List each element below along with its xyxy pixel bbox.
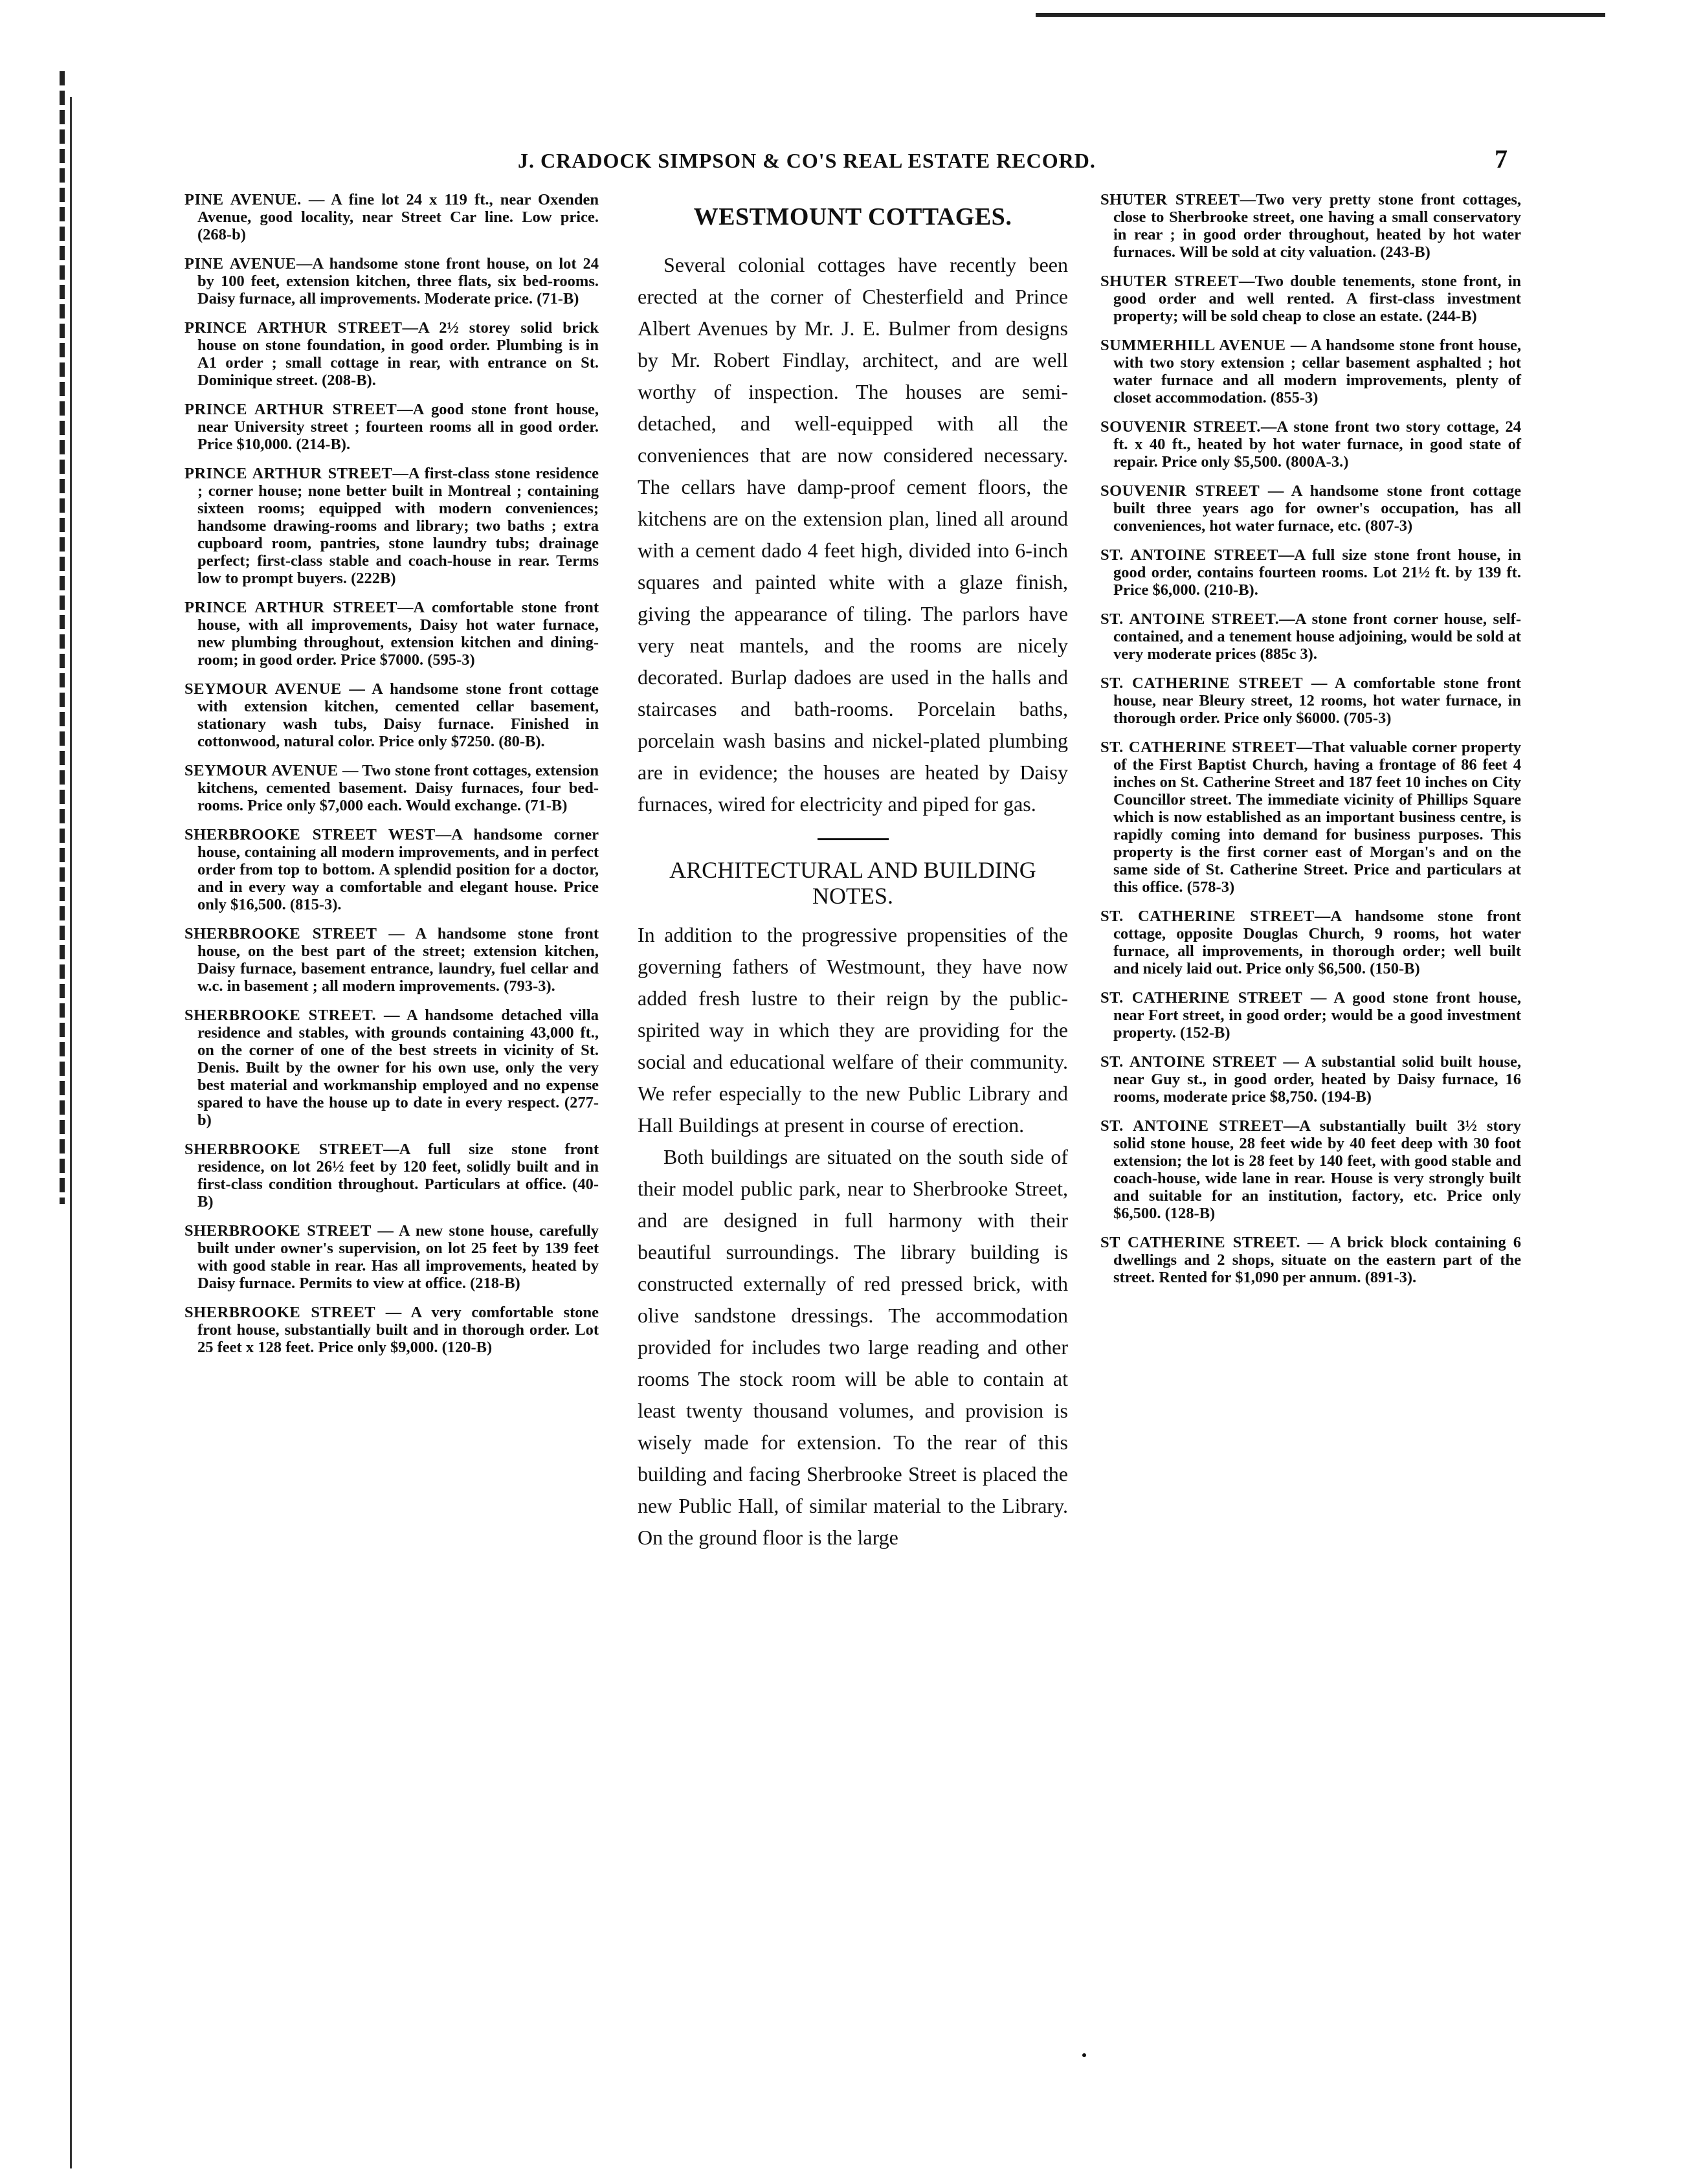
- listing-entry: [1100, 273, 1521, 325]
- listing-street: SHUTER STREET: [1100, 191, 1240, 208]
- listing-text: —A stone front corner house, self-contained, and a tenement house adjoining, would be sold at very moderate prices (885c 3).: [1113, 610, 1521, 663]
- listing-street: SHERBROOKE STREET WEST: [184, 826, 436, 843]
- listing-street: SOUVENIR STREET.: [1100, 418, 1261, 436]
- listing-text: — A good stone front house, near Fort street, in good order; would be a good investment property. (152-B): [1113, 989, 1521, 1042]
- listing-text: —A substantially built 3½ story solid stone house, 28 feet wide by 40 feet deep with 30 foot extension; the lot is 28 feet by 140 feet, with good stable and coach-house, wide lane in rear. House is very strongly built and suitable for an institution, factory, etc. Price only $6,500. (128-B): [1113, 1117, 1521, 1222]
- listing-text: — A very comfortable stone front house, substantially built and in thorough order. Lot 25 feet x 128 feet. Price only $9,000. (120-B): [197, 1304, 599, 1356]
- listing-street: ST. ANTOINE STREET: [1100, 1117, 1284, 1135]
- listing-street: ST CATHERINE STREET.: [1100, 1234, 1301, 1251]
- listing-street: PRINCE ARTHUR STREET: [184, 319, 403, 337]
- listing-text: — A handsome stone front house, on the best part of the street; extension kitchen, Daisy furnace, basement entrance, laundry, fuel cellar and w.c. in basement ; all modern improvements. (793-3).: [197, 925, 599, 995]
- listing-entry: [184, 319, 599, 389]
- listing-text: —A first-class stone residence ; corner house; none better built in Montreal ; containing sixteen rooms; equipped with modern conveniences; handsome drawing-rooms and library; two baths ; extra cupboard room, pantries, stone laundry tubs; drainage perfect; first-class stable and coach-house in rear. Terms low to prompt buyers. (222B): [197, 465, 599, 587]
- article-paragraph: Both buildings are situated on the south side of their model public park, near to Sherbrooke Street, and are designed in full harmony with their beautiful surroundings. The library building is constructed externally of red pressed brick, with olive sandstone dressings. The accommodation provided for includes two large reading and other rooms The stock room will be able to contain at least twenty thousand volumes, and provision is wisely made for extension. To the rear of this building and facing Sherbrooke Street is placed the new Public Hall, of similar material to the Library. On the ground floor is the large: [638, 1145, 1068, 1549]
- listing-entry: [184, 826, 599, 913]
- listing-text: — A substantial solid built house, near Guy st., in good order, heated by Daisy furnace, 16 rooms, moderate price $8,750. (194-B): [1113, 1053, 1521, 1106]
- listing-street: PINE AVENUE: [184, 255, 296, 273]
- listing-text: — A handsome detached villa residence and stables, with grounds containing 43,000 ft., on the corner of one of the best streets in vicinity of St. Denis. Built by the owner for his own use, only the very best material and workmanship employed and no expense spared to have the house up to date in every respect. (277-b): [197, 1007, 599, 1129]
- listing-text: —Two double tenements, stone front, in good order and well rented. A first-class investment property; will be sold cheap to close an estate. (244-B): [1113, 273, 1522, 325]
- listing-street: SHUTER STREET: [1100, 273, 1240, 290]
- listing-entry: [184, 925, 599, 995]
- listing-street: ST. ANTOINE STREET: [1100, 546, 1278, 564]
- listing-text: —A 2½ storey solid brick house on stone foundation, in good order. Plumbing is in A1 order ; small cottage in rear, with entrance on St. Dominique street. (208-B).: [197, 319, 599, 389]
- listing-street: SHERBROOKE STREET: [184, 925, 377, 942]
- listing-entry: [1100, 418, 1521, 471]
- column-middle: [638, 191, 1068, 1554]
- listing-entry: [184, 680, 599, 750]
- page-header: [518, 144, 1515, 175]
- listing-entry: [1100, 739, 1521, 896]
- binding-line: [70, 97, 72, 2168]
- listing-text: — A handsome stone front cottage with extension kitchen, cemented cellar basement, stationary wash tubs, Daisy furnace. Finished in cottonwood, natural color. Price only $7250. (80-B).: [197, 680, 599, 750]
- listing-entry: [1100, 1053, 1521, 1106]
- listing-text: —A handsome stone front house, on lot 24 by 100 feet, extension kitchen, three flats, six bed-rooms. Daisy furnace, all improvements. Moderate price. (71-B): [197, 255, 599, 307]
- listing-entry: [1100, 546, 1521, 599]
- listing-entry: [184, 599, 599, 669]
- listing-entry: [1100, 1234, 1521, 1286]
- listing-entry: [1100, 1117, 1521, 1222]
- listing-street: ST. ANTOINE STREET.: [1100, 610, 1280, 628]
- listing-street: SEYMOUR AVENUE: [184, 680, 342, 698]
- listing-entry: [184, 255, 599, 307]
- listing-entry: [184, 191, 599, 243]
- listing-text: —A good stone front house, near University street ; fourteen rooms all in good order. Price $10,000. (214-B).: [197, 401, 599, 453]
- listing-text: —A stone front two story cottage, 24 ft. x 40 ft., heated by hot water furnace, in good state of repair. Price only $5,500. (800A-3.): [1113, 418, 1521, 471]
- listing-street: SHERBROOKE STREET: [184, 1222, 372, 1240]
- listing-entry: [184, 1007, 599, 1129]
- listing-entry: [1100, 908, 1521, 977]
- listing-entry: [184, 1141, 599, 1210]
- listing-text: —Two very pretty stone front cottages, close to Sherbrooke street, one having a small conservatory in rear ; in good order throughout, heated by hot water furnaces. Will be sold at city valuation. (243-B): [1113, 191, 1521, 261]
- column-right: [1100, 191, 1521, 1298]
- listing-text: — Two stone front cottages, extension kitchens, cemented basement. Daisy furnaces, four bed-rooms. Price only $7,000 each. Would exchange. (71-B): [197, 762, 599, 814]
- listing-text: —A handsome corner house, containing all modern improvements, and in perfect order from top to bottom. A splendid position for a doctor, and in every way a comfortable and elegant house. Price only $16,500. (815-3).: [197, 826, 599, 913]
- listing-street: ST. CATHERINE STREET: [1100, 989, 1303, 1007]
- listing-street: SHERBROOKE STREET: [184, 1141, 384, 1158]
- listing-street: SOUVENIR STREET: [1100, 482, 1260, 500]
- listing-street: ST. CATHERINE STREET: [1100, 908, 1315, 925]
- page-number: 7: [1495, 144, 1508, 173]
- binding-edge: [60, 71, 65, 1204]
- listing-street: PRINCE ARTHUR STREET: [184, 401, 397, 418]
- listing-text: — A comfortable stone front house, near Bleury street, 12 rooms, hot water furnace, in thorough order. Price only $6000. (705-3): [1113, 674, 1522, 727]
- column-left: [184, 191, 599, 1368]
- listing-text: —A comfortable stone front house, with all improvements, Daisy hot water furnace, new plumbing throughout, extension kitchen and dining-room; in good order. Price $7000. (595-3): [197, 599, 599, 669]
- listing-entry: [184, 1222, 599, 1292]
- article-heading-westmount: WESTMOUNT COTTAGES.: [693, 203, 1012, 230]
- listing-entry: [1100, 337, 1521, 407]
- listing-street: SHERBROOKE STREET: [184, 1304, 376, 1321]
- listing-text: —That valuable corner property of the First Baptist Church, having a frontage of 86 feet 4 inches on St. Catherine Street and 187 feet 10 inches on City Councillor street. The immediate vicinity of Phillips Square which is now established as an important business centre, is rapidly coming into demand for business purposes. This property is the first corner east of Morgan's and on the same side of St. Catherine Street. Price and particulars at this office. (578-3): [1113, 739, 1521, 896]
- article-paragraph: Several colonial cottages have recently been erected at the corner of Chesterfield and Prince Albert Avenues by Mr. J. E. Bulmer from designs by Mr. Robert Findlay, architect, and are well worthy of inspection. The houses are semi-detached, and well-equipped with all the conveniences that are now considered necessary. The cellars have damp-proof cement floors, the kitchens are on the extension plan, lined all around with a cement dado 4 feet high, divided into 6-inch squares and painted white with a glaze finish, giving the appearance of tiling. The parlors have very neat mantels, and the rooms are nicely decorated. Burlap dadoes are used in the halls and staircases and bath-rooms. Porcelain baths, porcelain wash basins and nickel-plated plumbing are in evidence; the houses are heated by Daisy furnaces, wired for electricity and piped for gas.: [638, 253, 1068, 816]
- listing-text: — A brick block containing 6 dwellings and 2 shops, situate on the eastern part of the street. Rented for $1,090 per annum. (891-3).: [1113, 1234, 1521, 1286]
- article-paragraph: In addition to the progressive propensities of the governing fathers of Westmount, they have now added fresh lustre to their reign by the public-spirited way in which they are providing for the social and educational welfare of their community. We refer especially to the new Public Library and Hall Buildings at present in course of erection.: [638, 923, 1068, 1137]
- listing-street: ST. CATHERINE STREET: [1100, 739, 1297, 756]
- listing-text: — A fine lot 24 x 119 ft., near Oxenden Avenue, good locality, near Street Car line. Low price. (268-b): [197, 191, 599, 243]
- listing-text: —A full size stone front residence, on lot 26½ feet by 120 feet, solidly built and in first-class condition throughout. Particulars at office. (40-B): [197, 1141, 599, 1210]
- listing-street: ST. CATHERINE STREET: [1100, 674, 1304, 692]
- article-heading-architectural: ARCHITECTURAL AND BUILDING NOTES.: [669, 857, 1036, 909]
- listing-street: SHERBROOKE STREET.: [184, 1007, 377, 1024]
- listing-entry: [184, 401, 599, 453]
- ink-speck: [1082, 2053, 1086, 2057]
- top-rule: [1036, 13, 1605, 17]
- listing-entry: [1100, 482, 1521, 535]
- listing-street: PRINCE ARTHUR STREET: [184, 599, 397, 616]
- listing-street: ST. ANTOINE STREET: [1100, 1053, 1277, 1071]
- listing-entry: [184, 762, 599, 814]
- listing-entry: [1100, 191, 1521, 261]
- section-divider: [818, 838, 889, 840]
- listing-entry: [1100, 610, 1521, 663]
- listing-street: SUMMERHILL AVENUE: [1100, 337, 1286, 354]
- listing-text: —A full size stone front house, in good order, contains fourteen rooms. Lot 21½ ft. by 139 ft. Price $6,000. (210-B).: [1113, 546, 1521, 599]
- listing-text: —A handsome stone front cottage, opposite Douglas Church, 9 rooms, hot water furnace, all improvements, in thorough order; well built and nicely laid out. Price only $6,500. (150-B): [1113, 908, 1521, 977]
- listing-street: SEYMOUR AVENUE: [184, 762, 339, 779]
- listing-entry: [1100, 674, 1521, 727]
- running-title: J. CRADOCK SIMPSON & CO'S REAL ESTATE RECORD.: [518, 149, 1096, 172]
- listing-street: PRINCE ARTHUR STREET: [184, 465, 393, 482]
- listing-entry: [184, 1304, 599, 1356]
- listing-text: — A handsome stone front cottage built three years ago for owner's occupation, has all conveniences, hot water furnace, etc. (807-3): [1113, 482, 1521, 535]
- listing-text: — A handsome stone front house, with two story extension ; cellar basement asphalted ; hot water furnace and all modern improvements, plenty of closet accommodation. (855-3): [1113, 337, 1521, 407]
- listing-entry: [1100, 989, 1521, 1042]
- listing-entry: [184, 465, 599, 587]
- listing-street: PINE AVENUE.: [184, 191, 302, 208]
- listing-text: — A new stone house, carefully built under owner's supervision, on lot 25 feet by 139 feet with good stable in rear. Has all improvements, heated by Daisy furnace. Permits to view at office. (218-B): [197, 1222, 599, 1292]
